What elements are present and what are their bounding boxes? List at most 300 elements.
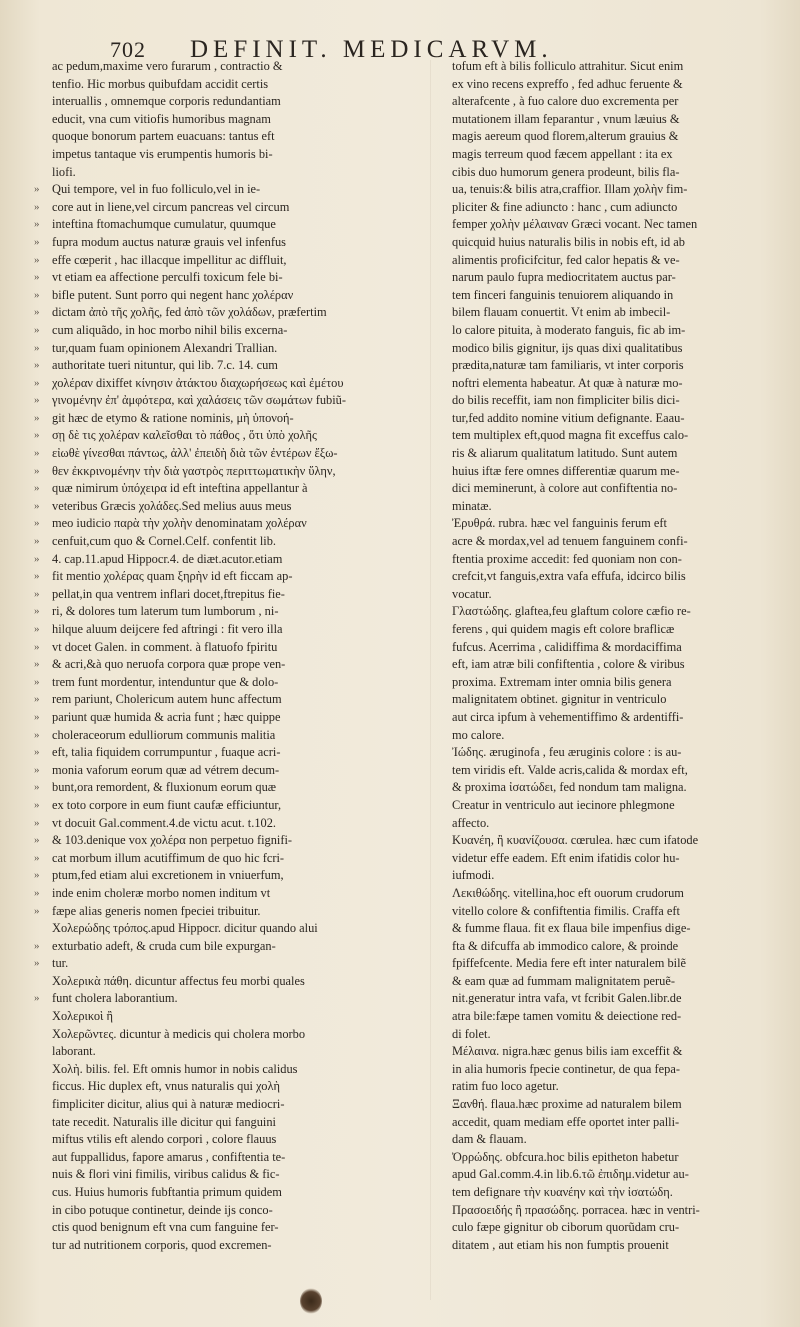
text-line xyxy=(452,111,780,129)
line-text: iufmodi. xyxy=(452,868,495,883)
line-text: cus. Huius humoris fubftantia primum quidem xyxy=(52,1185,282,1199)
text-line xyxy=(34,955,418,973)
text-line xyxy=(452,1061,780,1079)
line-text: γινομένην ἐπ' ἀμφότερα, καὶ χαλάσεις τῶν σωμάτων fubiũ- xyxy=(52,393,346,408)
line-text: Χολερώδης τρόπος.apud Hippocr. dicitur quando alui xyxy=(52,921,318,936)
text-line xyxy=(452,938,780,956)
text-line xyxy=(452,832,780,850)
line-text: liofi. xyxy=(52,164,76,179)
line-text: Μέλαινα. nigra.hæc genus bilis iam exceffit & xyxy=(452,1044,683,1059)
line-text: authoritate tueri nituntur, qui lib. 7.c. 14. cum xyxy=(52,358,278,373)
quotation-mark: » xyxy=(34,939,40,952)
line-text: magis aereum quod florem,alterum grauius & xyxy=(452,129,679,144)
text-line xyxy=(34,304,418,322)
quotation-mark: » xyxy=(34,376,40,389)
line-text: tem defignare τὴν κυανέην καὶ τὴν ἰσατώδη. xyxy=(452,1185,673,1199)
text-line xyxy=(452,955,780,973)
right-column xyxy=(452,58,780,1254)
text-line xyxy=(452,815,780,833)
quotation-mark: » xyxy=(34,816,40,829)
line-text: Qui tempore, vel in fuo folliculo,vel in ie- xyxy=(52,182,261,197)
text-line xyxy=(34,1043,418,1061)
text-line xyxy=(452,920,780,938)
line-text: eft, talia fiquidem corrumpuntur , fuaque acri- xyxy=(52,745,281,760)
line-text: quicquid huius naturalis bilis in nobis eft, id ab xyxy=(452,234,685,249)
quotation-mark: » xyxy=(34,623,40,635)
text-line xyxy=(452,375,780,393)
line-text: vt etiam ea affectione perculfi toxicum fele bi- xyxy=(52,270,283,285)
text-line xyxy=(34,779,418,797)
line-text: Χολὴ. bilis. fel. Eft omnis humor in nobis calidus xyxy=(52,1061,298,1076)
line-text: Ξανθή. flaua.hæc proxime ad naturalem bilem xyxy=(452,1097,682,1112)
text-line xyxy=(34,392,418,410)
text-line xyxy=(452,639,780,657)
quotation-mark: » xyxy=(34,411,40,424)
line-text: Creatur in ventriculo aut iecinore phlegmone xyxy=(452,797,675,812)
line-text: tem finceri fanguinis tenuiorem aliquando in xyxy=(452,287,674,302)
line-text: cat morbum illum acutiffimum de quo hic fcri- xyxy=(52,850,285,865)
quotation-mark: » xyxy=(34,851,40,864)
quotation-mark xyxy=(34,1061,52,1079)
line-text: ficcus. Hic duplex eft, vnus naturalis qui χολὴ xyxy=(52,1079,280,1094)
line-text: fpiffefcente. Media fere eft inter naturalem bilẽ xyxy=(452,956,687,971)
line-text: core aut in liene,vel circum pancreas vel circum xyxy=(52,199,290,214)
line-text: laborant. xyxy=(52,1044,96,1059)
quotation-mark: » xyxy=(34,781,40,794)
text-line xyxy=(34,674,418,692)
line-text: ferens , qui quidem magis eft colore braflicæ xyxy=(452,622,675,636)
quotation-mark: » xyxy=(34,464,40,477)
line-text: trem funt mordentur, intenduntur que & dolo- xyxy=(52,674,279,689)
text-line xyxy=(34,1008,418,1026)
text-line xyxy=(452,181,780,199)
quotation-mark: » xyxy=(34,552,40,565)
quotation-mark: » xyxy=(34,798,40,811)
line-text: 4. cap.11.apud Hippocr.4. de diæt.acutor.etiam xyxy=(52,551,283,566)
line-text: fufcus. Acerrima , calidiffima & mordaciffima xyxy=(452,639,682,654)
line-text: ac pedum,maxime vero furarum , contractio & xyxy=(52,59,283,73)
text-line xyxy=(452,691,780,709)
line-text: eft, iam atræ bili confiftentia , colore & viribus xyxy=(452,657,685,672)
text-line xyxy=(452,779,780,797)
line-text: tur,quam fuam opinionem Alexandri Trallian. xyxy=(52,340,278,355)
quotation-mark xyxy=(34,1114,52,1132)
text-line xyxy=(34,58,418,76)
text-line xyxy=(34,1219,418,1237)
line-text: aut circa ipfum à vehementiffimo & ardentiffi- xyxy=(452,709,684,724)
line-text: miftus vtilis eft alendo corpori , colore flauus xyxy=(52,1132,277,1147)
text-line xyxy=(34,128,418,146)
line-text: malignitatem obtinet. gignitur in ventriculo xyxy=(452,692,667,707)
quotation-mark: » xyxy=(34,394,40,407)
gutter-shadow xyxy=(430,60,431,1300)
line-text: bunt,ora remordent, & fluxionum eorum quæ xyxy=(52,780,277,795)
line-text: atra bile:fæpe tamen vomitu & deiectione red- xyxy=(452,1009,682,1024)
line-text: ex toto corpore in eum fiunt caufæ efficiuntur, xyxy=(52,797,282,812)
quotation-mark: » xyxy=(34,746,40,759)
line-text: & fumme flaua. fit ex flaua bile impenfius dige- xyxy=(452,921,691,936)
line-text: vt docet Galen. in comment. à flatuofo fpiritu xyxy=(52,639,278,654)
quotation-mark: » xyxy=(34,499,40,512)
text-line xyxy=(34,287,418,305)
line-text: ex vino recens expreffo , fed adhuc feruente & xyxy=(452,76,683,91)
line-text: ris & aliarum qualitatum latitudo. Sunt autem xyxy=(452,446,678,461)
line-text: dam & flauam. xyxy=(452,1132,527,1147)
line-text: ptum,fed etiam alui excretionem in vniuerfum, xyxy=(52,868,284,883)
quotation-mark: » xyxy=(34,323,40,336)
quotation-mark: » xyxy=(34,834,40,847)
text-line xyxy=(34,1078,418,1096)
text-line xyxy=(452,234,780,252)
line-text: inteftina ftomachumque cumulatur, quumque xyxy=(52,217,276,232)
line-text: alterafcente , à fuo calore duo excrementa per xyxy=(452,94,679,109)
text-line xyxy=(34,797,418,815)
line-text: in cibo potuque continetur, deinde ijs conco- xyxy=(52,1202,273,1217)
line-text: fimpliciter dicitur, alius qui à naturæ mediocri- xyxy=(52,1097,285,1112)
quotation-mark xyxy=(34,920,52,938)
text-line xyxy=(452,1043,780,1061)
line-text: cibis duo humorum genera prodeunt, bilis fla- xyxy=(452,164,680,179)
line-text: interuallis , omnemque corporis redundantiam xyxy=(52,94,281,109)
quotation-mark: » xyxy=(34,763,40,776)
page-number: 702 xyxy=(110,37,146,62)
line-text: noftri elementa habeatur. At quæ à naturæ mo- xyxy=(452,375,683,390)
line-text: proxima. Extremam inter omnia bilis genera xyxy=(452,674,672,689)
line-text: Χολερῶντες. dicuntur à medicis qui cholera morbo xyxy=(52,1026,306,1041)
quotation-mark: » xyxy=(34,587,40,600)
running-title: DEFINIT. MEDICARVM. xyxy=(190,36,553,63)
text-line xyxy=(452,709,780,727)
text-line xyxy=(452,551,780,569)
line-text: bifle putent. Sunt porro qui negent hanc χολέραν xyxy=(52,287,294,302)
quotation-mark: » xyxy=(34,957,40,970)
line-text: εἰωθὲ γίνεσθαι πάντως, ἀλλ' ἐπειδὴ διὰ τῶν ἐντέρων ἔξω- xyxy=(52,446,338,461)
quotation-mark xyxy=(34,128,52,146)
text-line xyxy=(34,164,418,182)
quotation-mark: » xyxy=(34,288,40,301)
quotation-mark: » xyxy=(34,517,40,530)
quotation-mark xyxy=(34,1026,52,1044)
quotation-mark: » xyxy=(34,710,40,723)
line-text: & proxima ἰσατώδει, fed nondum tam maligna. xyxy=(452,780,687,795)
line-text: di folet. xyxy=(452,1026,491,1041)
text-line xyxy=(34,463,418,481)
quotation-mark: » xyxy=(34,570,40,583)
left-column xyxy=(34,58,418,1254)
text-line xyxy=(452,797,780,815)
text-line xyxy=(34,1114,418,1132)
text-line xyxy=(452,621,780,639)
text-line xyxy=(452,1219,780,1237)
line-text: Χολερικὰ πάθη. dicuntur affectus feu morbi quales xyxy=(52,973,305,988)
text-line xyxy=(452,128,780,146)
line-text: femper χολὴν μέλαιναν Græci vocant. Nec tamen xyxy=(452,217,698,232)
text-line xyxy=(452,58,780,76)
line-text: lo calore pituita, à moderato fanguis, fic ab im- xyxy=(452,322,686,337)
quotation-mark: » xyxy=(34,605,40,618)
line-text: Πρασοειδής ἢ πρασώδης. porracea. hæc in ventri- xyxy=(452,1202,700,1217)
quotation-mark: » xyxy=(34,359,40,372)
text-line xyxy=(452,1026,780,1044)
line-text: vocatur. xyxy=(452,586,492,601)
quotation-mark xyxy=(34,164,52,182)
line-text: Χολερικοὶ ἢ xyxy=(52,1009,113,1024)
text-line xyxy=(452,427,780,445)
line-text: rem pariunt, Cholericum autem hunc affectum xyxy=(52,692,282,707)
text-line xyxy=(452,1131,780,1149)
quotation-mark: » xyxy=(34,904,40,917)
line-text: exturbatio adeft, & cruda cum bile expurgan- xyxy=(52,938,276,953)
quotation-mark: » xyxy=(34,218,40,231)
quotation-mark: » xyxy=(34,535,40,548)
line-text: meo iudicio παρὰ τὴν χολὴν denominatam χολέραν xyxy=(52,516,307,531)
quotation-mark: » xyxy=(34,200,40,213)
text-line xyxy=(452,304,780,322)
line-text: narum paulo fupra mediocritatem auctus par- xyxy=(452,270,676,285)
text-line xyxy=(452,533,780,551)
quotation-mark: » xyxy=(34,992,40,1005)
line-text: pariunt quæ humida & acria funt ; hæc quippe xyxy=(52,709,281,724)
line-text: vt docuit Gal.comment.4.de victu acut. t.102. xyxy=(52,815,277,830)
text-line xyxy=(34,410,418,428)
text-line xyxy=(34,938,418,956)
line-text: tate recedit. Naturalis ille dicitur qui fanguini xyxy=(52,1114,276,1129)
text-line xyxy=(34,480,418,498)
text-line xyxy=(34,744,418,762)
text-line xyxy=(34,1149,418,1167)
text-line xyxy=(34,357,418,375)
quotation-mark: » xyxy=(34,306,40,319)
line-text: git hæc de etymo & ratione nominis, μὴ ὑπονοή- xyxy=(52,410,294,425)
text-line xyxy=(34,1096,418,1114)
line-text: accedit, quam mediam effe oportet inter palli- xyxy=(452,1114,680,1129)
text-line xyxy=(34,1061,418,1079)
text-line xyxy=(34,427,418,445)
quotation-mark: » xyxy=(34,482,40,495)
line-text: crefcit,vt fanguis,extra vafa effufa, idcirco bilis xyxy=(452,569,686,584)
text-line xyxy=(34,920,418,938)
quotation-mark xyxy=(34,1008,52,1026)
line-text: Ἰώδης. æruginofa , feu æruginis colore : is au- xyxy=(452,745,682,760)
text-line xyxy=(34,727,418,745)
line-text: impetus tantaque vis erumpentis humoris bi- xyxy=(52,146,273,161)
text-line xyxy=(34,533,418,551)
line-text: fit mentio χολέρας quam ξηρὴν id eft ficcam ap- xyxy=(52,569,293,584)
text-line xyxy=(34,375,418,393)
text-line xyxy=(452,357,780,375)
quotation-mark: » xyxy=(34,869,40,882)
text-line xyxy=(34,234,418,252)
line-text: inde enim choleræ morbo nomen inditum vt xyxy=(52,885,271,900)
text-line xyxy=(34,603,418,621)
line-text: educit, vna cum vitiofis humoribus magnam xyxy=(52,111,271,126)
text-line xyxy=(452,990,780,1008)
quotation-mark xyxy=(34,1078,52,1096)
quotation-mark: » xyxy=(34,341,40,354)
line-text: minatæ. xyxy=(452,498,492,513)
text-line xyxy=(452,199,780,217)
text-line xyxy=(34,568,418,586)
text-line xyxy=(34,815,418,833)
quotation-mark xyxy=(34,1219,52,1237)
quotation-mark xyxy=(34,146,52,164)
quotation-mark: » xyxy=(34,640,40,653)
line-text: tem viridis eft. Valde acris,calida & mordax eft, xyxy=(452,762,688,777)
line-text: bilem flauam conuertit. Vt enim ab imbecil- xyxy=(452,305,671,320)
quotation-mark xyxy=(34,1131,52,1149)
line-text: cenfuit,cum quo & Cornel.Celf. confentit lib. xyxy=(52,534,277,549)
quotation-mark: » xyxy=(34,693,40,706)
line-text: tem multiplex eft,quod magna fit exceffus calo- xyxy=(452,428,689,443)
line-text: nuis & flori vini fimilis, viribus calidus & fic- xyxy=(52,1167,280,1182)
line-text: mutationem illam feparantur , vnum læuius & xyxy=(452,111,680,126)
text-line xyxy=(452,1166,780,1184)
text-line xyxy=(452,252,780,270)
quotation-mark xyxy=(34,1043,52,1061)
line-text: funt cholera laborantium. xyxy=(52,991,178,1006)
text-line xyxy=(34,762,418,780)
line-text: affecto. xyxy=(452,815,490,830)
quotation-mark xyxy=(34,973,52,991)
text-line xyxy=(452,903,780,921)
text-line xyxy=(34,1026,418,1044)
line-text: in alia humoris fpecie continetur, de qua fepa- xyxy=(452,1061,680,1076)
text-line xyxy=(452,445,780,463)
line-text: & eam quæ ad fummam malignitatem peruẽ- xyxy=(452,973,675,988)
text-line xyxy=(34,498,418,516)
text-line xyxy=(34,586,418,604)
text-line xyxy=(34,269,418,287)
text-line xyxy=(34,181,418,199)
line-text: Λεκιθώδης. vitellina,hoc eft ouorum crudorum xyxy=(452,885,684,900)
text-line xyxy=(34,885,418,903)
quotation-mark: » xyxy=(34,886,40,899)
line-text: cum aliquãdo, in hoc morbo nihil bilis excerna- xyxy=(52,322,288,337)
text-line xyxy=(452,146,780,164)
text-line xyxy=(452,867,780,885)
line-text: ratim fuo loco agetur. xyxy=(452,1079,559,1094)
line-text: choleraceorum edulliorum communis malitia xyxy=(52,727,276,742)
text-line xyxy=(34,903,418,921)
text-line xyxy=(452,603,780,621)
text-line xyxy=(452,762,780,780)
text-line xyxy=(452,850,780,868)
quotation-mark: » xyxy=(34,271,40,284)
text-line xyxy=(452,586,780,604)
text-line xyxy=(452,340,780,358)
text-line xyxy=(452,463,780,481)
text-line xyxy=(452,392,780,410)
text-line xyxy=(452,973,780,991)
line-text: alimentis proficifcitur, fed calor hepatis & ve- xyxy=(452,252,680,267)
text-line xyxy=(452,1237,780,1255)
line-text: huius iftæ fere omnes differentiæ quarum me- xyxy=(452,463,680,478)
text-line xyxy=(34,1184,418,1202)
text-line xyxy=(452,480,780,498)
line-text: mo calore. xyxy=(452,727,505,742)
text-line xyxy=(452,1114,780,1132)
text-line xyxy=(34,691,418,709)
quotation-mark: » xyxy=(34,675,40,688)
text-line xyxy=(452,656,780,674)
line-text: Γλαστώδης. glaftea,feu glaftum colore cæfio re- xyxy=(452,604,691,619)
line-text: ri, & dolores tum laterum tum lumborum , ni- xyxy=(52,604,279,619)
text-line xyxy=(34,252,418,270)
line-text: dictam ἀπὸ τῆς χολῆς, fed ἀπὸ τῶν χολάδων, præfertim xyxy=(52,305,327,320)
text-line xyxy=(34,850,418,868)
quotation-mark xyxy=(34,111,52,129)
line-text: aut fuppallidus, fapore amarus , confiftentia te- xyxy=(52,1149,286,1164)
text-line xyxy=(452,216,780,234)
text-line xyxy=(34,146,418,164)
line-text: veteribus Græcis χολάδες.Sed melius auus meus xyxy=(52,498,292,513)
ink-stain xyxy=(300,1288,322,1314)
quotation-mark: » xyxy=(34,235,40,248)
line-text: do bilis receffit, iam non fimpliciter bilis dici- xyxy=(452,393,680,408)
text-line xyxy=(34,322,418,340)
line-text: magis terreum quod fæcem appellant : ita ex xyxy=(452,146,673,161)
line-text: σῃ δὲ τις χολέραν καλεῖσθαι τὸ πάθος , ὅτι ὑπὸ χολῆς xyxy=(52,428,317,443)
text-line xyxy=(452,164,780,182)
line-text: acre & mordax,vel ad tenuem fanguinem confi- xyxy=(452,534,688,549)
line-text: tofum eft à bilis folliculo attrahitur. Sicut enim xyxy=(452,59,684,73)
text-line xyxy=(452,674,780,692)
line-text: effe cœperit , hac illacque impellitur ac diffluit, xyxy=(52,252,287,267)
line-text: modico bilis gignitur, ijs quas dixi qualitatibus xyxy=(452,340,683,355)
text-line xyxy=(34,340,418,358)
line-text: tur ad nutritionem corporis, quod excremen- xyxy=(52,1237,272,1252)
text-line xyxy=(452,287,780,305)
text-line xyxy=(452,727,780,745)
text-line xyxy=(452,1149,780,1167)
text-line xyxy=(452,269,780,287)
text-line xyxy=(34,445,418,463)
quotation-mark: » xyxy=(34,253,40,266)
line-text: tur,fed addito nomine vitium defignante. Eaau- xyxy=(452,410,685,425)
line-text: fæpe alias generis nomen fpeciei tribuitur. xyxy=(52,903,261,918)
line-text: prædita,naturæ tam familiaris, vt inter corporis xyxy=(452,358,684,373)
text-line xyxy=(452,568,780,586)
line-text: Ὀρρώδης. obfcura.hoc bilis epitheton habetur xyxy=(452,1149,679,1164)
line-text: Ἐρυθρά. rubra. hæc vel fanguinis ferum eft xyxy=(452,516,667,531)
quotation-mark: » xyxy=(34,183,40,196)
line-text: pellat,in qua ventrem inflari docet,ftrepitus fie- xyxy=(52,586,285,601)
line-text: ctis quod benignum eft vna cum fanguine fer- xyxy=(52,1220,279,1235)
quotation-mark: » xyxy=(34,447,40,460)
line-text: θεν ἐκκρινομένην τὴν διὰ γαστρὸς περιττωματικὴν ὕλην, xyxy=(52,463,336,478)
text-line xyxy=(452,1096,780,1114)
line-text: monia vaforum eorum quæ ad vétrem decum- xyxy=(52,762,280,777)
text-line xyxy=(452,1184,780,1202)
text-line xyxy=(452,498,780,516)
quotation-mark: » xyxy=(34,728,40,741)
line-text: Κυανέη, ἢ κυανίζουσα. cœrulea. hæc cum ifatode xyxy=(452,833,699,848)
text-line xyxy=(34,867,418,885)
quotation-mark: » xyxy=(34,429,40,442)
text-line xyxy=(452,1202,780,1220)
quotation-mark xyxy=(34,58,52,76)
line-text: vitello colore & confiftentia fimilis. Craffa eft xyxy=(452,903,680,918)
text-line xyxy=(452,885,780,903)
line-text: pliciter & fine adiuncto : hanc , cum adiuncto xyxy=(452,199,678,214)
text-line xyxy=(34,199,418,217)
line-text: ditatem , aut etiam his non fumptis prouenit xyxy=(452,1237,669,1252)
line-text: hilque aluum deijcere fed aftringi : fit vero illa xyxy=(52,622,283,636)
text-line xyxy=(452,410,780,428)
text-line xyxy=(34,990,418,1008)
quotation-mark xyxy=(34,1202,52,1220)
line-text: culo fæpe gignitur ob ciborum quorũdam cru- xyxy=(452,1220,680,1235)
